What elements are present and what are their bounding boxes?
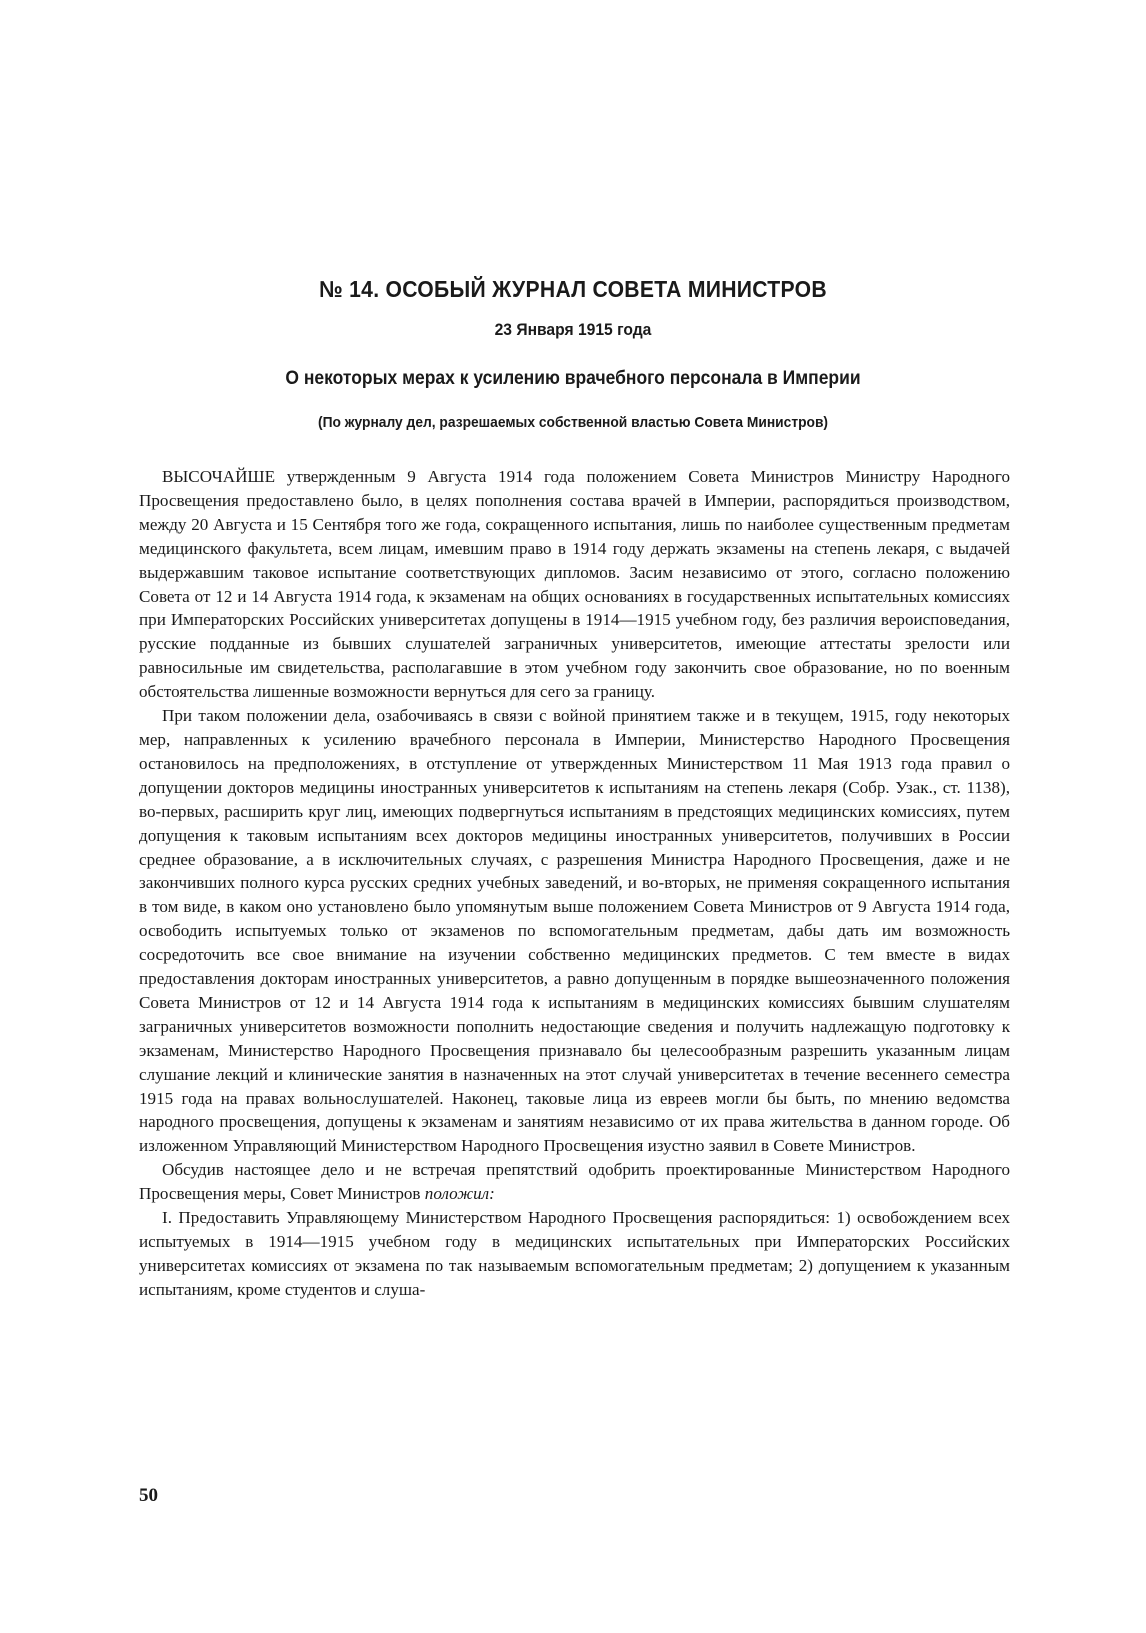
body-paragraph-4: I. Предоставить Управляющему Министерством Народного Просвещения распорядиться: 1) освобождением всех испытуемых в 1914—1915 учебном году в медицинских испытательных при Императорских Российских университетах комиссиях от экзамена по так называемым вспомогательным предметам; 2) допущением к указанным испытаниям, кроме студентов и слуша- [139, 1208, 1010, 1299]
body-paragraph-3-text: Обсудив настоящее дело и не встречая препятствий одобрить проектированные Министерством Народного Просвещения меры, Совет Министров [139, 1160, 1010, 1204]
document-subtitle: О некоторых мерах к усилению врачебного персонала в Империи [285, 368, 861, 389]
page-number: 50 [139, 1485, 158, 1506]
document-title: № 14. ОСОБЫЙ ЖУРНАЛ СОВЕТА МИНИСТРОВ [319, 276, 827, 302]
document-date: 23 Января 1915 года [494, 320, 652, 339]
document-source-note: (По журналу дел, разрешаемых собственной властью Совета Министров) [317, 414, 829, 431]
resolution-word: положил: [424, 1184, 495, 1204]
body-paragraph-1: ВЫСОЧАЙШЕ утвержденным 9 Августа 1914 года положением Совета Министров Министру Народного Просвещения предоставлено было, в целях пополнения состава врачей в Империи, распорядиться производством, между 20 Августа и 15 Сентября того же года, сокращенного испытания, лишь по наиболее существенным предметам медицинского факультета, всем лицам, имевшим право в 1914 году держать экзамены на степень лекаря, с выдачей выдержавшим таковое испытание соответствующих дипломов. Засим независимо от этого, согласно положению Совета от 12 и 14 Августа 1914 года, к экзаменам на общих основаниях в государственных испытательных комиссиях при Императорских Российских университетах допущены в 1914—1915 учебном году, без различия вероисповедания, русские подданные из бывших слушателей заграничных университетов, имеющие аттестаты зрелости или равносильные им свидетельства, располагавшие в этом учебном году закончить свое образование, но по военным обстоятельства лишенные возможности вернуться для сего за границу. [139, 467, 1010, 702]
body-paragraph-3 [139, 1158, 1010, 1206]
document-body [139, 465, 1010, 1302]
body-paragraph-2: При таком положении дела, озабочиваясь в связи с войной принятием также и в текущем, 1915, году некоторых мер, направленных к усилению врачебного персонала в Империи, Министерство Народного Просвещения остановилось на предположениях, в отступление от утвержденных Министерством 11 Мая 1913 года правил о допущении докторов медицины иностранных университетов к испытаниям на степень лекаря (Собр. Узак., ст. 1138), во-первых, расширить круг лиц, имеющих подвергнуться испытаниям в предстоящих медицинских комиссиях, путем допущения к таковым испытаниям всех докторов медицины иностранных университетов, получивших в России среднее образование, а в исключительных случаях, с разрешения Министра Народного Просвещения, даже и не закончивших полного курса русских средних учебных заведений, и во-вторых, не применяя сокращенного испытания в том виде, в каком оно установлено было упомянутым выше положением Совета Министров от 9 Августа 1914 года, освободить испытуемых только от экзаменов по вспомогательным предметам, дабы дать им возможность сосредоточить все свое внимание на изучении собственно медицинских предметов. С тем вместе в видах предоставления докторам иностранных университетов, а равно допущенным в порядке вышеозначенного положения Совета Министров от 12 и 14 Августа 1914 года к испытаниям в медицинских комиссиях бывшим слушателям заграничных университетов возможности пополнить недостающие сведения и получить надлежащую подготовку к экзаменам, Министерство Народного Просвещения признавало бы целесообразным разрешить указанным лицам слушание лекций и клинические занятия в назначенных на этот случай университетах в течение весеннего семестра 1915 года на правах вольнослушателей. Наконец, таковые лица из евреев могли бы быть, по мнению ведомства народного просвещения, допущены к экзаменам и занятиям независимо от их права жительства в данном городе. Об изложенном Управляющий Министерством Народного Просвещения изустно заявил в Совете Министров. [139, 706, 1010, 1156]
